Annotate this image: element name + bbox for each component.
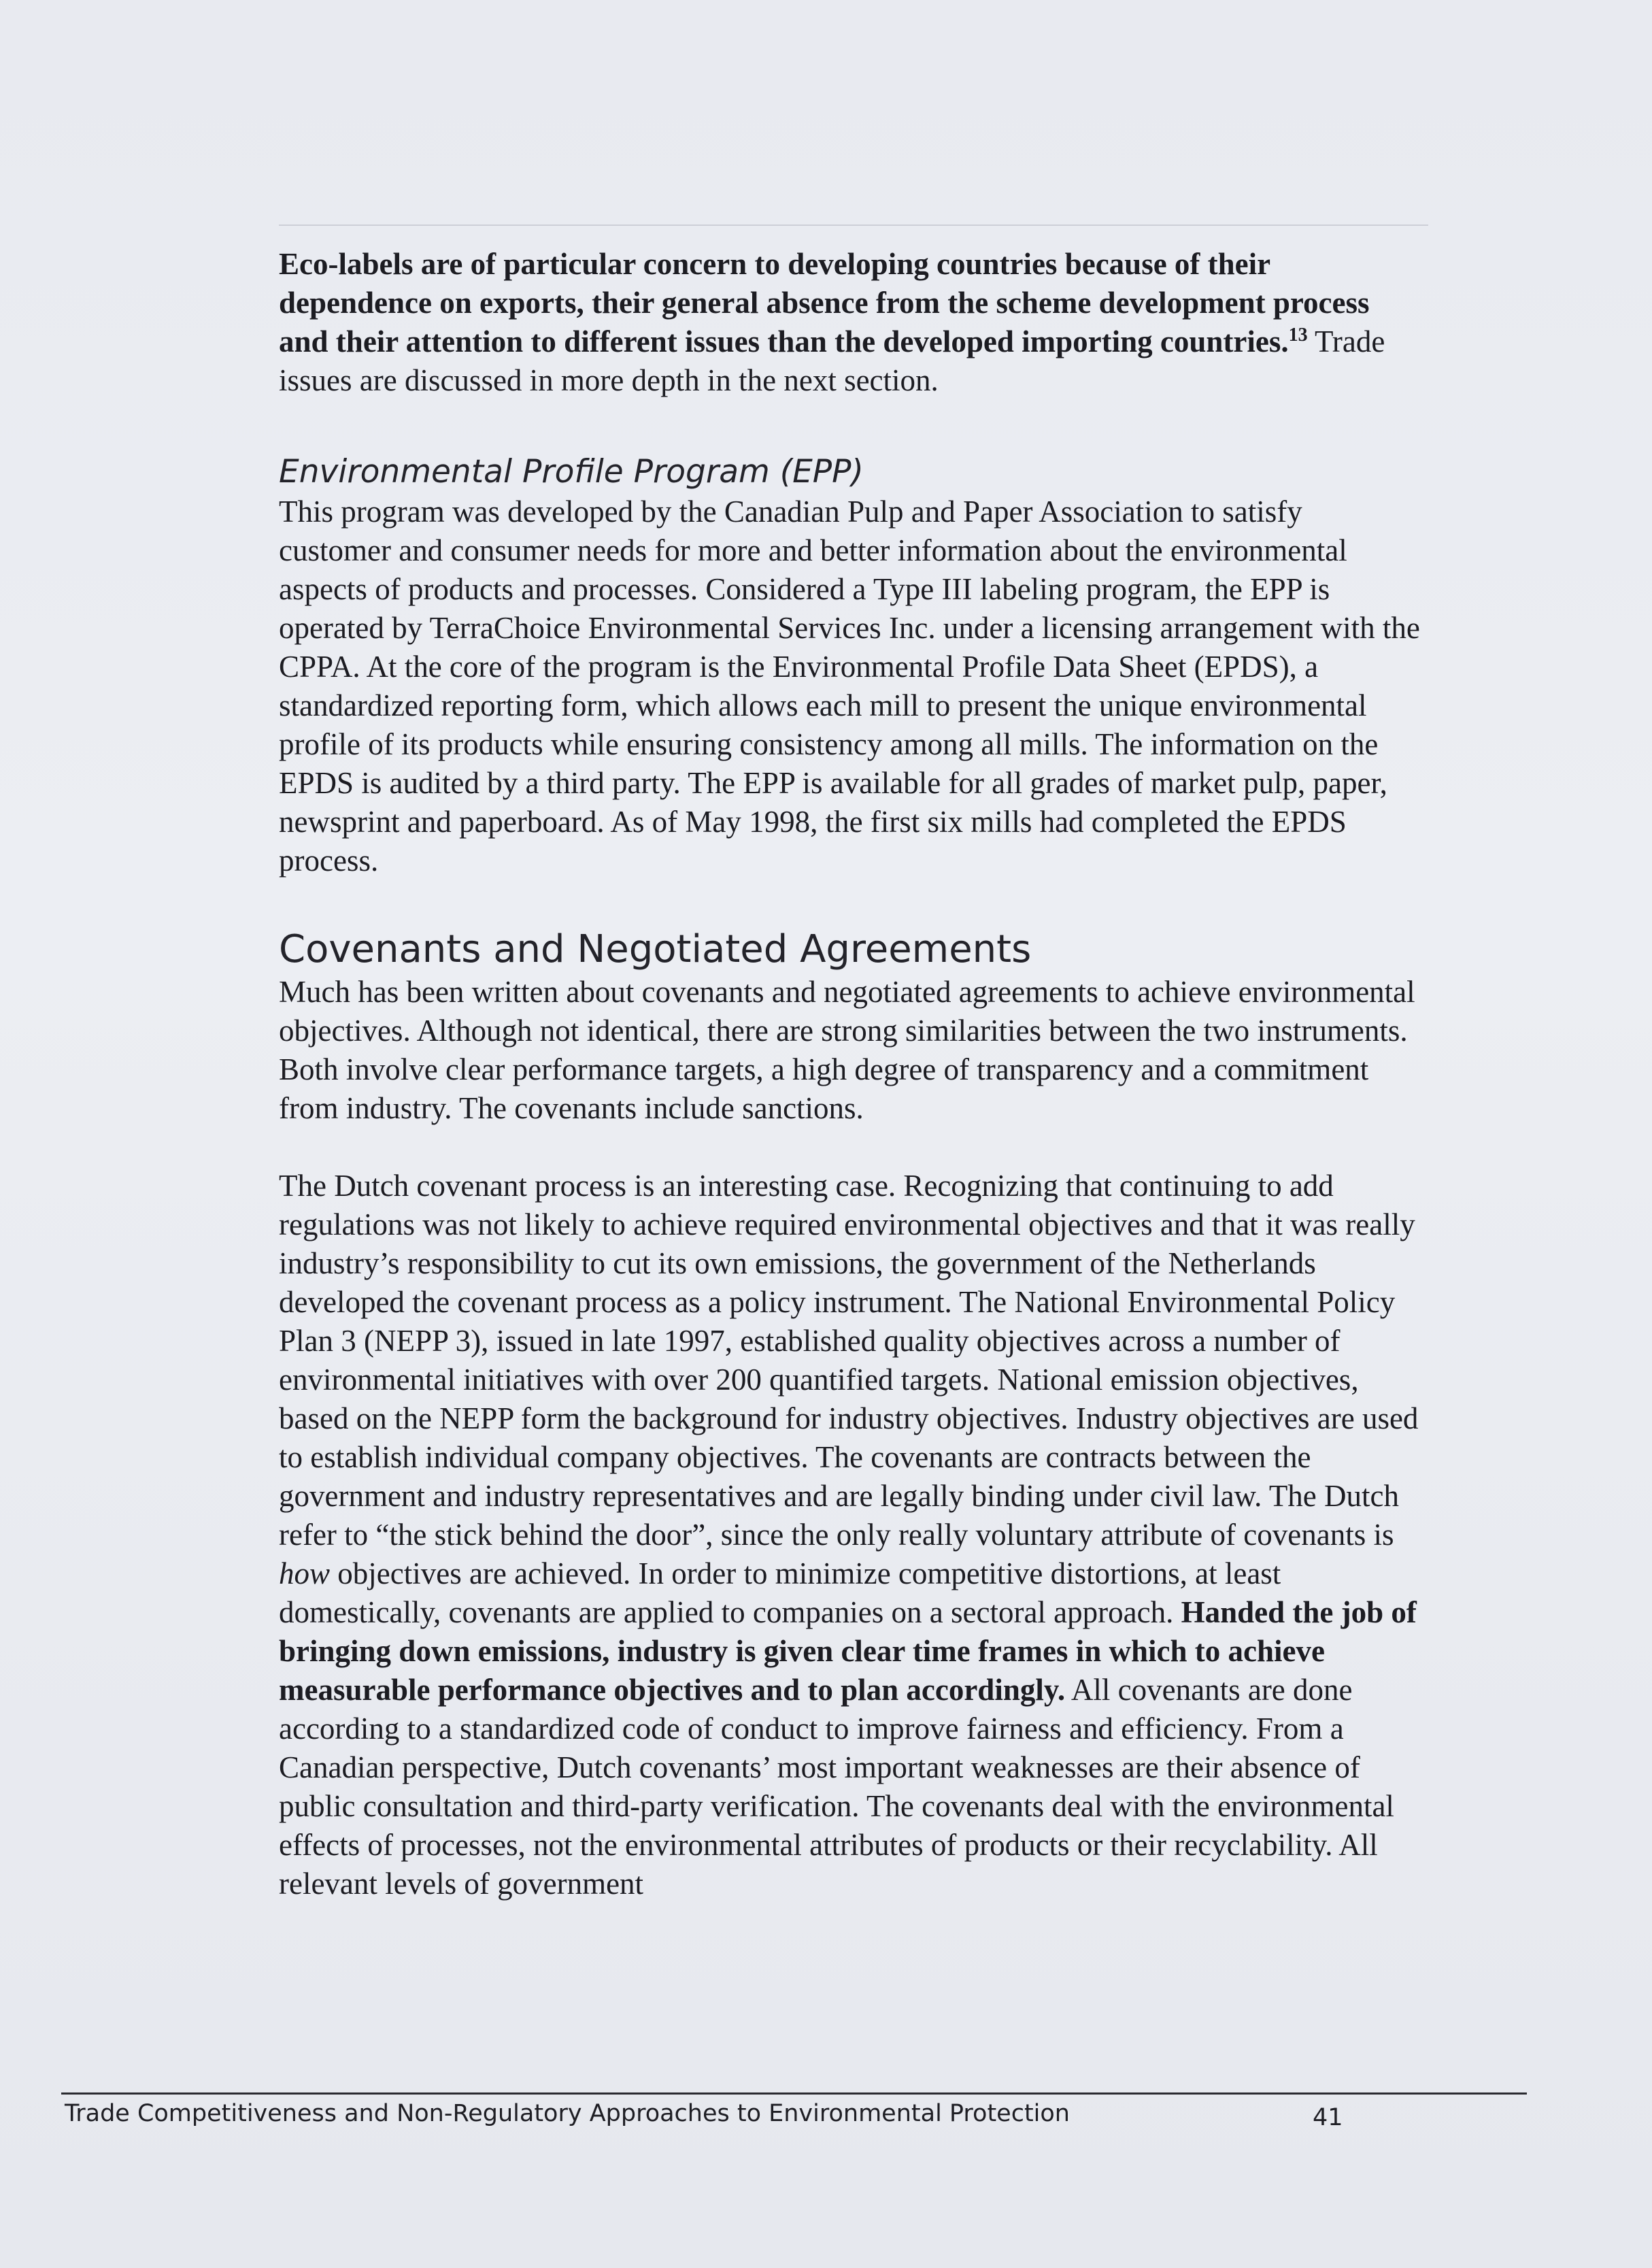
epp-body: This program was developed by the Canadian Pulp and Paper Association to satisfy customer and consumer needs for more and better information about the environmental aspects of products and processes. Considered a Type III labeling program, the EPP is operated by TerraChoice Environmental Services Inc. under a licensing arrangement with the CPPA. At the core of the program is the Environmental Profile Data Sheet (EPDS), a standardized reporting form, which allows each mill to present the unique environmental profile of its products while ensuring consistency among all mills. The information on the EPDS is audited by a third party. The EPP is available for all grades of market pulp, paper, newsprint and paperboard. As of May 1998, the first six mills had completed the EPDS process. <box>279 495 1420 878</box>
dutch-covenant-bold-text: Handed the job of bringing down emissions, industry is given clear time frames in which to achieve measurable performance objectives and to plan accordingly. <box>279 1595 1417 1707</box>
covenants-heading: Covenants and Negotiated Agreements <box>279 927 1032 971</box>
how-emphasis: how <box>279 1556 331 1590</box>
covenants-paragraph-1: Much has been written about covenants and negotiated agreements to achieve environmental objectives. Although not identical, there are strong similarities between the two instruments. Both involve clear performance targets, a high degree of transparency and a commitment from industry. The covenants include sanctions. <box>279 975 1415 1125</box>
footer-divider <box>61 2092 1527 2095</box>
top-divider <box>279 224 1428 226</box>
page-number: 41 <box>1313 2104 1343 2131</box>
intro-paragraph <box>279 245 1421 400</box>
dutch-covenant-text-2: objectives are achieved. In order to minimize competitive distortions, at least domestically, covenants are applied to companies on a sectoral approach. <box>279 1556 1281 1629</box>
footnote-reference: 13 <box>1288 324 1308 346</box>
dutch-covenant-text-3: All covenants are done according to a standardized code of conduct to improve fairness and efficiency. From a Canadian perspective, Dutch covenants’ most important weaknesses are their absence of public consultation and third-party verification. The covenants deal with the environmental effects of processes, not the environmental attributes of products or their recyclability. All relevant levels of government <box>279 1673 1394 1901</box>
page-content <box>279 245 1421 1903</box>
epp-heading: Environmental Profile Program (EPP) <box>279 453 864 490</box>
footer-title: Trade Competitiveness and Non-Regulatory Approaches to Environmental Protection <box>65 2100 1070 2127</box>
intro-plain-text: Trade issues are discussed in more depth in the next section. <box>279 324 1385 397</box>
intro-bold-text: Eco-labels are of particular concern to developing countries because of their dependence on exports, their general absence from the scheme development process and their attention to different issues than the developed importing countries. <box>279 247 1370 358</box>
covenants-paragraph-2 <box>279 1167 1421 1903</box>
dutch-covenant-text-1: The Dutch covenant process is an interesting case. Recognizing that continuing to add regulations was not likely to achieve required environmental objectives and that it was really industry’s responsibility to cut its own emissions, the government of the Netherlands developed the covenant process as a policy instrument. The National Environmental Policy Plan 3 (NEPP 3), issued in late 1997, established quality objectives across a number of environmental initiatives with over 200 quantified targets. National emission objectives, based on the NEPP form the background for industry objectives. Industry objectives are used to establish individual company objectives. The covenants are contracts between the government and industry representatives and are legally binding under civil law. The Dutch refer to “the stick behind the door”, since the only really voluntary attribute of covenants is <box>279 1169 1419 1552</box>
